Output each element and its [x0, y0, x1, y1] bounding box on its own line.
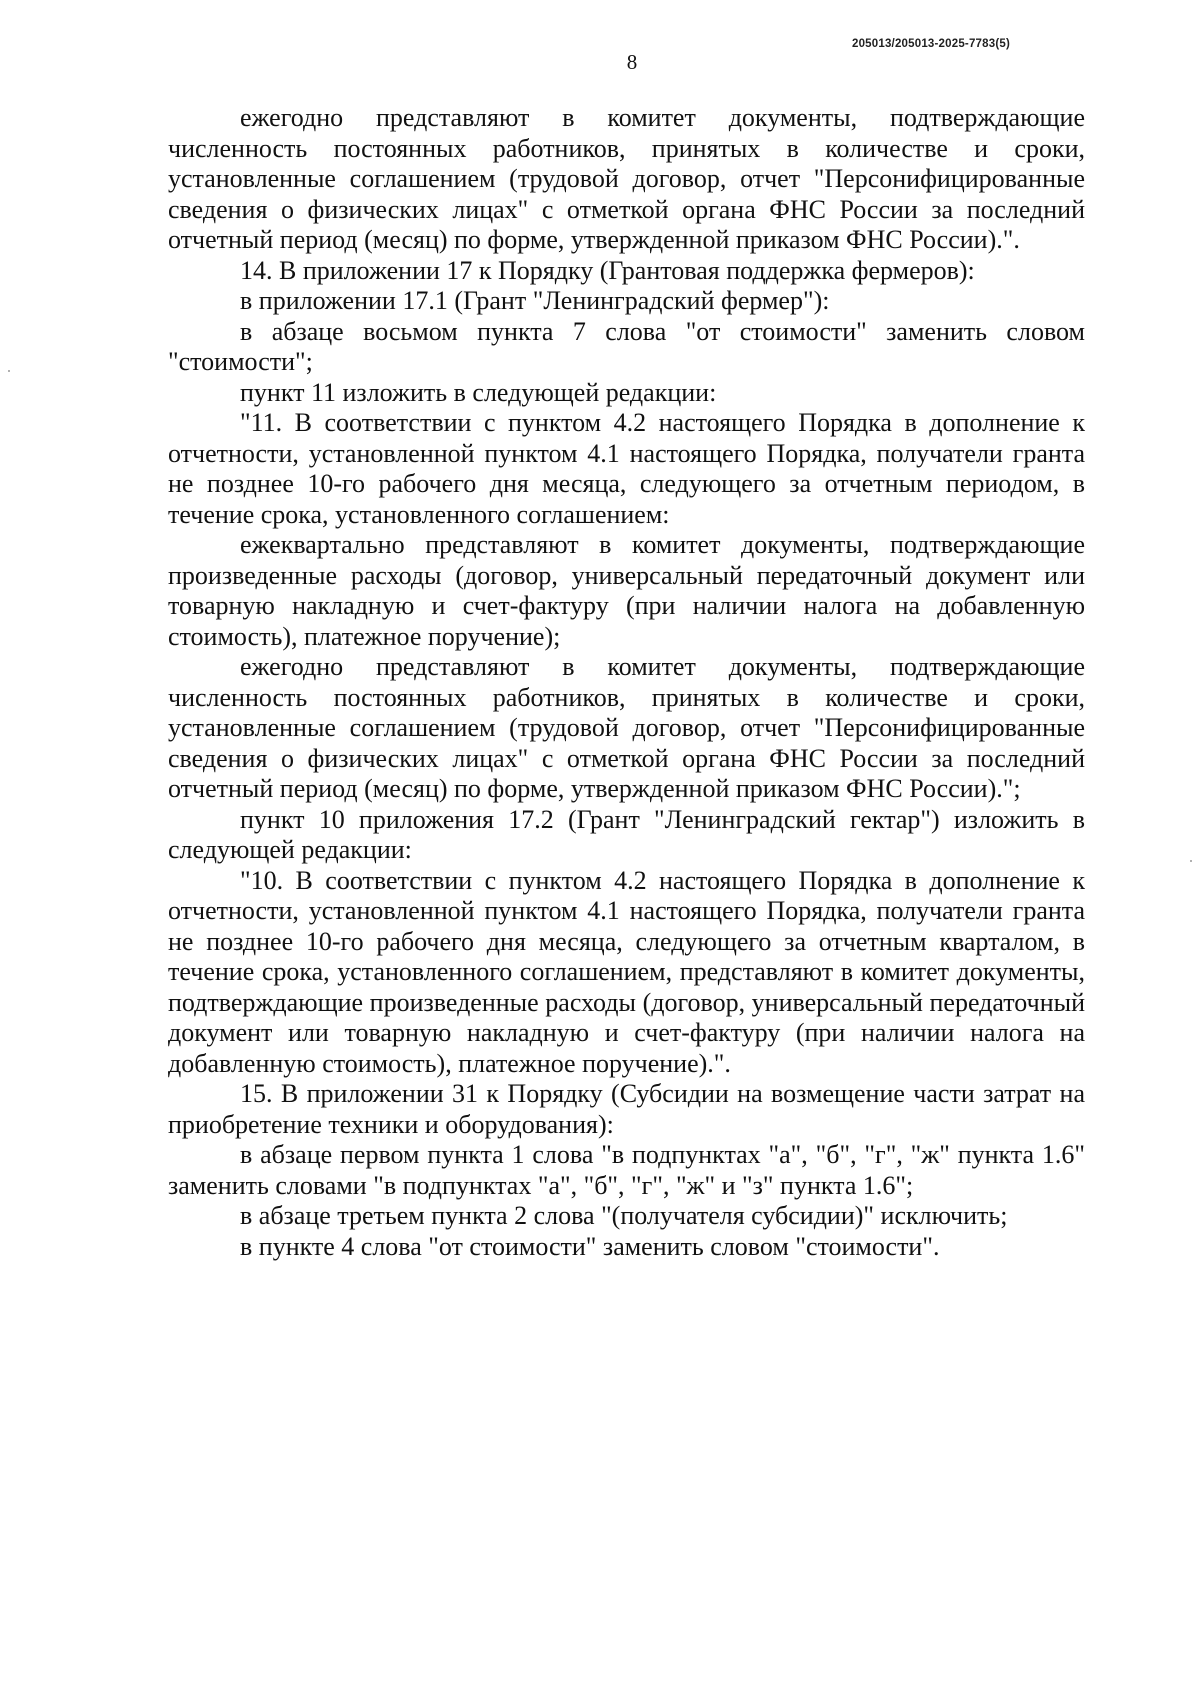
paragraph-clause-7: в абзаце восьмом пункта 7 слова "от стоимости" заменить словом "стоимости"; — [168, 316, 1085, 376]
document-body — [168, 103, 1085, 1262]
paragraph-quarterly: ежеквартально представляют в комитет документы, подтверждающие произведенные расходы (договор, универсальный передаточный документ или товарную накладную и счет-фактуру (при наличии налога на добавленную стоимость), платежное поручение); — [168, 530, 1085, 651]
paragraph-clause-4: в пункте 4 слова "от стоимости" заменить словом "стоимости". — [240, 1231, 940, 1261]
scan-speck — [1190, 860, 1192, 862]
paragraph-item-15: 15. В приложении 31 к Порядку (Субсидии на возмещение части затрат на приобретение техники и оборудования): — [168, 1079, 1085, 1139]
paragraph-reporting-annual: ежегодно представляют в комитет документы, подтверждающие численность постоянных работников, принятых в количестве и сроки, установленные соглашением (трудовой договор, отчет "Персонифицированные сведения о физических лицах" с отметкой органа ФНС России за последний отчетный период (месяц) по форме, утвержденной приказом ФНС России).". — [168, 103, 1085, 254]
paragraph-annual: ежегодно представляют в комитет документы, подтверждающие численность постоянных работников, принятых в количестве и сроки, установленные соглашением (трудовой договор, отчет "Персонифицированные сведения о физических лицах" с отметкой органа ФНС России за последний отчетный период (месяц) по форме, утвержденной приказом ФНС России)."; — [168, 652, 1085, 803]
page-number: 8 — [626, 50, 638, 74]
scan-speck — [8, 370, 10, 372]
paragraph-clause-1: в абзаце первом пункта 1 слова "в подпунктах "а", "б", "г", "ж" пункта 1.6" заменить словами "в подпунктах "а", "б", "г", "ж" и "з" пункта 1.6"; — [168, 1140, 1085, 1200]
document-registration-number: 205013/205013-2025-7783(5) — [851, 38, 1010, 50]
paragraph-clause-10-text: "10. В соответствии с пунктом 4.2 настоящего Порядка в дополнение к отчетности, установленной пунктом 4.1 настоящего Порядка, получатели гранта не позднее 10-го рабочего дня месяца, следующего за отчетным кварталом, в течение срока, установленного соглашением, представляют в комитет документы, подтверждающие произведенные расходы (договор, универсальный передаточный документ или товарную накладную и счет-фактуру (при наличии налога на добавленную стоимость), платежное поручение).". — [168, 865, 1085, 1078]
paragraph-item-14: 14. В приложении 17 к Порядку (Грантовая поддержка фермеров): — [240, 255, 975, 285]
paragraph-clause-11-intro: пункт 11 изложить в следующей редакции: — [240, 377, 717, 407]
paragraph-clause-11-text: "11. В соответствии с пунктом 4.2 настоящего Порядка в дополнение к отчетности, установленной пунктом 4.1 настоящего Порядка, получатели гранта не позднее 10-го рабочего дня месяца, следующего за отчетным периодом, в течение срока, установленного соглашением: — [168, 408, 1085, 529]
paragraph-clause-10-intro: пункт 10 приложения 17.2 (Грант "Ленинградский гектар") изложить в следующей редакции: — [168, 804, 1085, 864]
paragraph-appendix-17-1: в приложении 17.1 (Грант "Ленинградский фермер"): — [240, 286, 830, 315]
paragraph-clause-2: в абзаце третьем пункта 2 слова "(получателя субсидии)" исключить; — [240, 1201, 1008, 1230]
